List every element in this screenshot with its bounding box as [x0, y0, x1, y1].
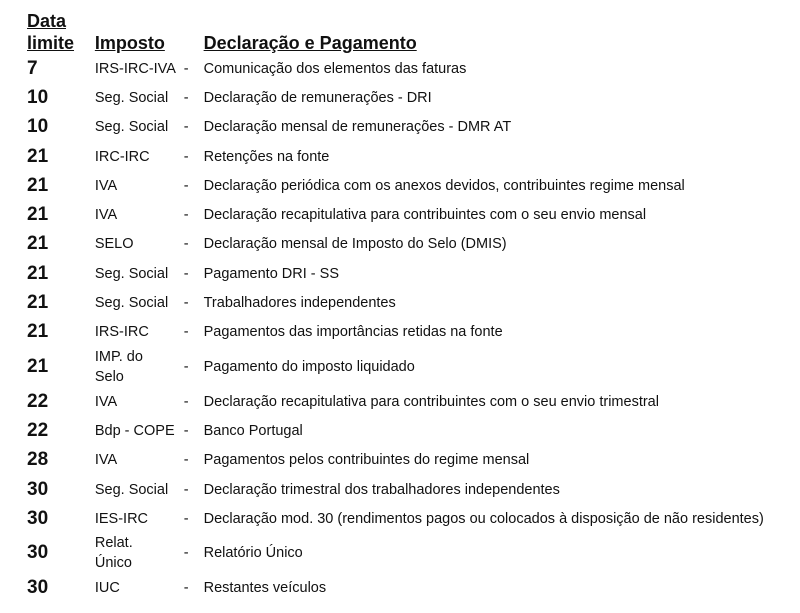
- row-separator: -: [183, 481, 189, 498]
- tax-type: [95, 416, 182, 445]
- table-row: [27, 113, 800, 142]
- table-row: [27, 171, 800, 200]
- deadline-day: 30: [27, 542, 49, 564]
- tax-calendar-table: [27, 8, 800, 603]
- table-header: [27, 8, 800, 54]
- tax-type-line: Único: [94, 555, 132, 572]
- tax-type: [95, 288, 182, 317]
- tax-type-line: IES-IRC: [94, 510, 149, 527]
- deadline-day: 10: [27, 116, 49, 138]
- deadline-day: 21: [27, 321, 49, 343]
- tax-type: [95, 200, 182, 229]
- table-row: [27, 259, 800, 288]
- tax-type-line: Relat.: [94, 535, 133, 552]
- tax-type-line: IRC-IRC: [94, 148, 150, 165]
- tax-type: [95, 142, 182, 171]
- tax-type-line: IVA: [94, 393, 118, 410]
- deadline-day: 21: [27, 174, 49, 196]
- tax-type: [95, 171, 182, 200]
- tax-type-line: Seg. Social: [94, 295, 169, 312]
- table-row: [27, 347, 800, 387]
- table-row: [27, 230, 800, 259]
- deadline-day: 30: [27, 478, 49, 500]
- deadline-day: 22: [27, 390, 49, 412]
- header-deadline-line2: limite: [27, 33, 75, 53]
- row-separator: -: [183, 236, 189, 253]
- tax-type-line: IVA: [94, 452, 118, 469]
- deadline-day: 30: [27, 577, 49, 599]
- declaration-description: Declaração mensal de remunerações - DMR AT: [203, 119, 512, 136]
- row-separator: -: [183, 422, 189, 439]
- table-row: [27, 533, 800, 573]
- row-separator: -: [183, 358, 189, 375]
- deadline-day: 22: [27, 419, 49, 441]
- row-separator: -: [183, 60, 189, 77]
- table-row: [27, 573, 800, 602]
- declaration-description: Banco Portugal: [203, 422, 303, 439]
- tax-type-line: IVA: [94, 177, 118, 194]
- table-row: [27, 142, 800, 171]
- tax-type: [95, 573, 182, 602]
- table-row: [27, 54, 800, 83]
- tax-type: [95, 504, 182, 533]
- tax-type: [95, 259, 182, 288]
- declaration-description: Declaração trimestral dos trabalhadores independentes: [203, 481, 560, 498]
- table-row: [27, 416, 800, 445]
- row-separator: -: [183, 324, 189, 341]
- header-deadline: [27, 8, 95, 54]
- row-separator: -: [183, 510, 189, 527]
- tax-type-line: IRS-IRC: [94, 324, 149, 341]
- declaration-description: Pagamentos das importâncias retidas na fonte: [203, 324, 503, 341]
- tax-type-line: Seg. Social: [94, 89, 169, 106]
- declaration-description: Declaração recapitulativa para contribuintes com o seu envio trimestral: [203, 393, 659, 410]
- declaration-description: Declaração mensal de Imposto do Selo (DMIS): [203, 236, 507, 253]
- header-tax: Imposto: [94, 33, 165, 53]
- tax-type-line: Selo: [94, 368, 124, 385]
- declaration-description: Restantes veículos: [203, 580, 327, 597]
- tax-type-line: IRS-IRC-IVA: [94, 60, 176, 77]
- tax-type-line: Seg. Social: [94, 481, 169, 498]
- tax-type-line: SELO: [94, 236, 134, 253]
- declaration-description: Pagamento DRI - SS: [203, 265, 340, 282]
- row-separator: -: [183, 265, 189, 282]
- table-row: [27, 446, 800, 475]
- tax-type-line: IVA: [94, 207, 118, 224]
- row-separator: -: [183, 89, 189, 106]
- table-row: [27, 318, 800, 347]
- row-separator: -: [183, 580, 189, 597]
- row-separator: -: [183, 295, 189, 312]
- table-row: [27, 387, 800, 416]
- deadline-day: 21: [27, 233, 49, 255]
- table-row: [27, 83, 800, 112]
- row-separator: -: [183, 177, 189, 194]
- tax-type: [95, 83, 182, 112]
- deadline-day: 21: [27, 262, 49, 284]
- row-separator: -: [183, 545, 189, 562]
- row-separator: -: [183, 148, 189, 165]
- tax-type: [95, 230, 182, 259]
- table-row: [27, 288, 800, 317]
- tax-type-line: Seg. Social: [94, 265, 169, 282]
- deadline-day: 28: [27, 449, 49, 471]
- declaration-description: Declaração de remunerações - DRI: [203, 89, 432, 106]
- header-deadline-line1: Data: [27, 11, 67, 31]
- tax-type-line: Seg. Social: [94, 119, 169, 136]
- tax-type: [95, 533, 182, 573]
- deadline-day: 21: [27, 355, 49, 377]
- header-separator: [182, 8, 204, 54]
- tax-type: [95, 318, 182, 347]
- tax-type-line: Bdp - COPE: [94, 422, 175, 439]
- deadline-day: 7: [27, 57, 38, 79]
- tax-type: [95, 387, 182, 416]
- tax-type-line: IUC: [94, 580, 120, 597]
- tax-type: [95, 475, 182, 504]
- declaration-description: Relatório Único: [203, 545, 303, 562]
- declaration-description: Declaração mod. 30 (rendimentos pagos ou colocados à disposição de não residentes): [203, 510, 764, 527]
- tax-type: [95, 347, 182, 387]
- deadline-day: 21: [27, 145, 49, 167]
- declaration-description: Declaração periódica com os anexos devidos, contribuintes regime mensal: [203, 177, 685, 194]
- deadline-day: 21: [27, 292, 49, 314]
- declaration-description: Pagamentos pelos contribuintes do regime mensal: [203, 452, 530, 469]
- row-separator: -: [183, 207, 189, 224]
- deadline-day: 21: [27, 204, 49, 226]
- tax-type-line: IMP. do: [94, 348, 143, 365]
- tax-type: [95, 54, 182, 83]
- tax-type: [95, 446, 182, 475]
- declaration-description: Retenções na fonte: [203, 148, 330, 165]
- table-row: [27, 475, 800, 504]
- declaration-description: Pagamento do imposto liquidado: [203, 358, 415, 375]
- tax-type: [95, 113, 182, 142]
- declaration-description: Trabalhadores independentes: [203, 295, 396, 312]
- table-row: [27, 504, 800, 533]
- deadline-day: 10: [27, 86, 49, 108]
- declaration-description: Declaração recapitulativa para contribuintes com o seu envio mensal: [203, 207, 647, 224]
- row-separator: -: [183, 119, 189, 136]
- header-declaration: Declaração e Pagamento: [203, 33, 417, 53]
- declaration-description: Comunicação dos elementos das faturas: [203, 60, 467, 77]
- row-separator: -: [183, 393, 189, 410]
- table-body: [27, 54, 800, 603]
- deadline-day: 30: [27, 507, 49, 529]
- table-row: [27, 200, 800, 229]
- row-separator: -: [183, 452, 189, 469]
